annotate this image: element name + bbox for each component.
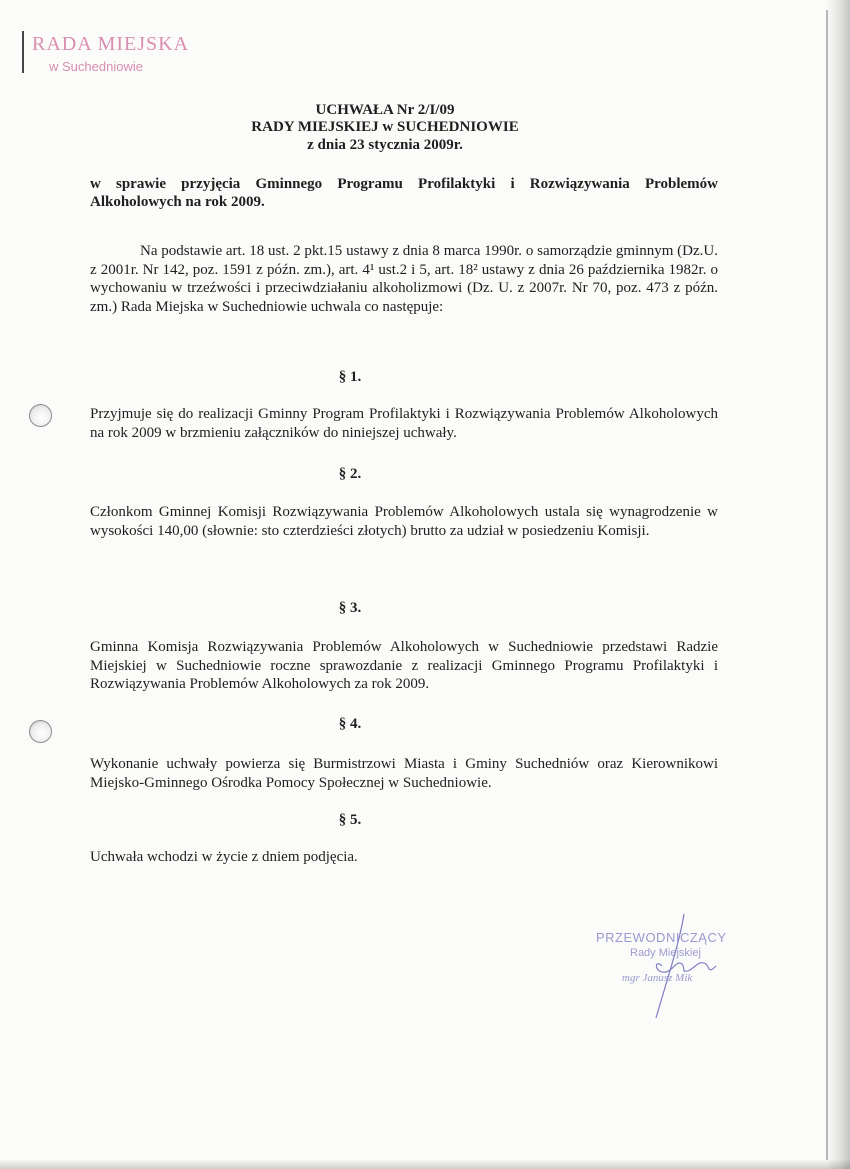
resolution-issuer: RADY MIEJSKIEJ w SUCHEDNIOWIE — [251, 119, 519, 135]
section-2-text: Członkom Gminnej Komisji Rozwiązywania Problemów Alkoholowych ustala się wynagrodzenie w wysokości 140,00 (słownie: sto czterdzieści złotych) brutto za udział w posiedzeniu Komisji. — [90, 504, 718, 539]
section-4-text: Wykonanie uchwały powierza się Burmistrzowi Miasta i Gminy Suchedniów oraz Kierownikowi Miejsko-Gminnego Ośrodka Pomocy Społecznej w Suchedniowie. — [90, 756, 718, 791]
resolution-date: z dnia 23 stycznia 2009r. — [307, 137, 463, 153]
section-3-text: Gminna Komisja Rozwiązywania Problemów Alkoholowych w Suchedniowie przedstawi Radzie Miejskiej w Suchedniowie roczne sprawozdanie z realizacji Gminnego Programu Profilaktyki i Rozwiązywania Problemów Alkoholowych za rok 2009. — [90, 639, 718, 692]
scan-bottom-shadow — [0, 1159, 850, 1169]
section-2-heading: § 2. — [338, 466, 362, 482]
scan-edge-line — [826, 10, 828, 1160]
signature-body: Rady Miejskiej — [630, 947, 701, 959]
signature-name: mgr Janusz Mik — [622, 972, 693, 984]
council-stamp — [32, 33, 222, 74]
resolution-title: UCHWAŁA Nr 2/I/09 — [315, 102, 455, 118]
signature-role: PRZEWODNICZĄCY — [596, 930, 727, 945]
legal-basis-paragraph: Na podstawie art. 18 ust. 2 pkt.15 ustawy z dnia 8 marca 1990r. o samorządzie gminnym (Dz.U. z 2001r. Nr 142, poz. 1591 z późn. zm.), art. 4¹ ust.2 i 5, art. 18² ustawy z dnia 26 października 1982r. o wychowaniu w trzeźwości i przeciwdziałaniu alkoholizmowi (Dz. U. z 2007r. Nr 70, poz. 473 z późn. zm.) Rada Miejska w Suchedniowie uchwala co następuje: — [90, 243, 718, 315]
section-3-heading: § 3. — [338, 600, 362, 616]
handwritten-signature — [596, 900, 756, 1030]
scan-edge-shadow — [826, 0, 850, 1169]
stamp-line-1: RADA MIEJSKA — [32, 33, 190, 55]
chairman-signature-stamp — [596, 900, 756, 1030]
section-1-heading: § 1. — [338, 369, 362, 385]
section-5-heading: § 5. — [338, 812, 362, 828]
stamp-line-2: w Suchedniowie — [49, 59, 143, 74]
resolution-subject: w sprawie przyjęcia Gminnego Programu Profilaktyki i Rozwiązywania Problemów Alkoholowych na rok 2009. — [90, 176, 718, 210]
section-1-text: Przyjmuje się do realizacji Gminny Program Profilaktyki i Rozwiązywania Problemów Alkoholowych na rok 2009 w brzmieniu załączników do niniejszej uchwały. — [90, 406, 718, 441]
stamp-margin-mark — [22, 31, 24, 73]
section-4-heading: § 4. — [338, 716, 362, 732]
section-5-text: Uchwała wchodzi w życie z dniem podjęcia. — [90, 849, 358, 865]
punch-hole-top — [29, 404, 52, 427]
punch-hole-bottom — [29, 720, 52, 743]
